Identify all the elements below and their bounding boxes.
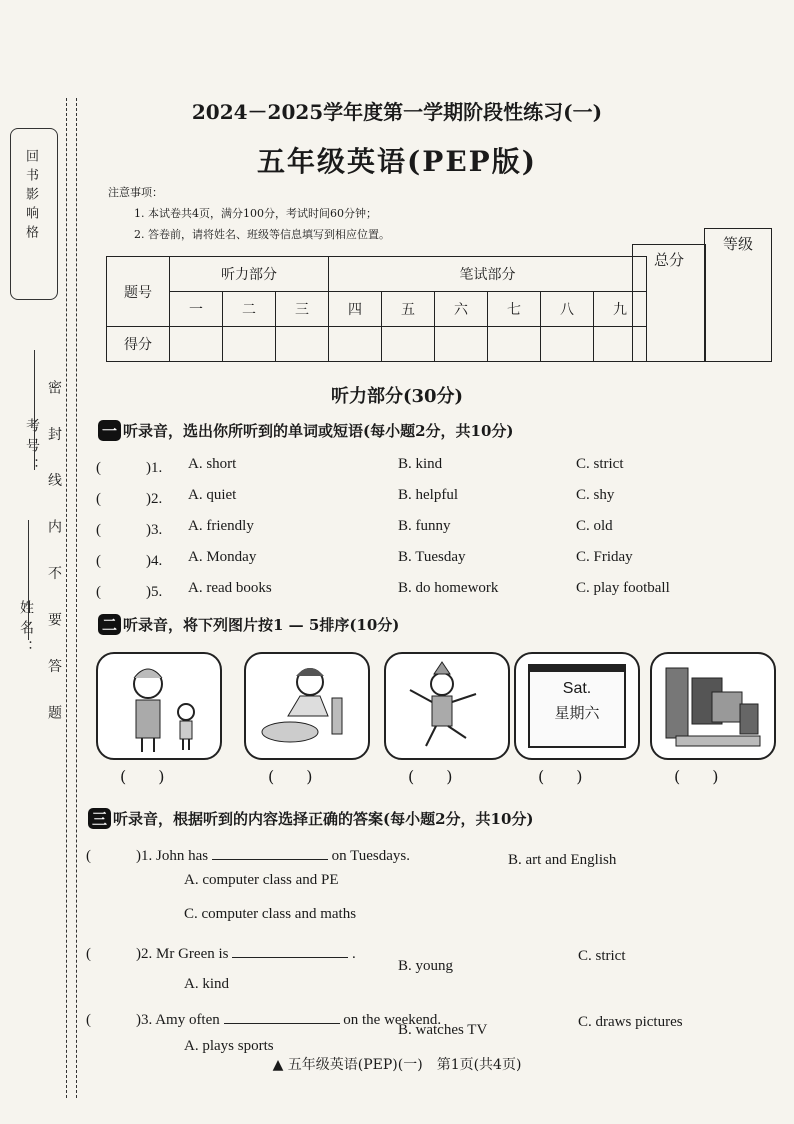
q3-heading xyxy=(88,808,534,829)
score-cell[interactable] xyxy=(382,327,435,362)
picture-answer-paren[interactable]: ( ) xyxy=(538,767,583,786)
q1-option-b: B. funny xyxy=(398,518,451,534)
q1-option-c: C. shy xyxy=(576,487,615,503)
calendar-day-en: Sat. xyxy=(562,680,592,697)
q3-option-a: A. kind xyxy=(184,976,229,992)
kaohao-line xyxy=(34,350,35,470)
picture-grandma-boy xyxy=(96,652,222,760)
q1-option-c: C. strict xyxy=(576,456,624,472)
listening-header: 听力部分 xyxy=(170,257,329,292)
answer-blank[interactable] xyxy=(224,1023,340,1024)
col-header: 六 xyxy=(435,292,488,327)
q2-heading xyxy=(98,614,399,635)
page-footer xyxy=(0,1054,794,1074)
seal-warning: 密 封 线 内 不 要 答 题 xyxy=(46,380,62,734)
col-header: 四 xyxy=(329,292,382,327)
q2-title: 听录音，将下列图片按1 — 5排序(10分) xyxy=(123,616,400,634)
notes-item: 1. 本试卷共4页，满分100分，考试时间60分钟； xyxy=(134,207,377,220)
grade-box[interactable] xyxy=(704,228,772,362)
col-header: 五 xyxy=(382,292,435,327)
margin-box-label: 回书影响格 xyxy=(23,149,38,244)
listening-section-title: 听力部分(30分) xyxy=(330,386,464,407)
q3-stem: Mr Green is xyxy=(156,946,229,962)
total-box[interactable] xyxy=(632,244,706,362)
q1-item[interactable] xyxy=(96,518,162,539)
q3-stem-end: on the weekend. xyxy=(343,1012,442,1028)
q3-option-b: B. watches TV xyxy=(398,1022,488,1038)
score-cell[interactable] xyxy=(329,327,382,362)
q3-num: ( )3. xyxy=(86,1012,153,1028)
calendar-day-cn: 星期六 xyxy=(554,704,600,722)
q2-badge: 二 xyxy=(98,614,121,635)
q1-option-a: A. friendly xyxy=(188,518,254,534)
q1-badge: 一 xyxy=(98,420,121,441)
q1-option-c: C. old xyxy=(576,518,613,534)
q3-item[interactable] xyxy=(86,844,410,865)
q3-item[interactable] xyxy=(86,1008,441,1029)
q1-option-c: C. Friday xyxy=(576,549,633,565)
q1-option-a: A. quiet xyxy=(188,487,237,503)
picture-answer-paren[interactable]: ( ) xyxy=(408,767,453,786)
grade-label: 等级 xyxy=(722,235,753,253)
q3-title: 听录音，根据听到的内容选择正确的答案(每小题2分，共10分) xyxy=(113,810,534,828)
q1-option-b: B. helpful xyxy=(398,487,458,503)
answer-blank[interactable] xyxy=(232,957,348,958)
q1-option-b: B. do homework xyxy=(398,580,499,596)
q3-option-c: C. computer class and maths xyxy=(184,906,357,922)
q1-num: ( )3. xyxy=(96,522,163,538)
q3-option-c: C. draws pictures xyxy=(578,1014,683,1030)
q3-num: ( )1. xyxy=(86,848,153,864)
picture-washing-clothes xyxy=(244,652,370,760)
xingming-label: 姓名： xyxy=(18,600,34,660)
defen-label: 得分 xyxy=(107,327,170,362)
score-cell[interactable] xyxy=(541,327,594,362)
score-cell[interactable] xyxy=(170,327,223,362)
q3-option-c: C. strict xyxy=(578,948,626,964)
q3-option-a: A. computer class and PE xyxy=(184,872,339,888)
col-header: 九 xyxy=(594,292,647,327)
picture-answer-paren[interactable]: ( ) xyxy=(120,767,165,786)
q1-option-a: A. read books xyxy=(188,580,272,596)
q1-num: ( )1. xyxy=(96,460,163,476)
q1-option-a: A. Monday xyxy=(188,549,257,565)
q1-item[interactable] xyxy=(96,487,162,508)
q1-title: 听录音，选出你所听到的单词或短语(每小题2分，共10分) xyxy=(123,422,514,440)
q1-option-c: C. play football xyxy=(576,580,670,596)
q1-item[interactable] xyxy=(96,580,162,601)
kaohao-label: 考号： xyxy=(24,418,40,478)
q1-item[interactable] xyxy=(96,549,162,570)
q1-num: ( )5. xyxy=(96,584,163,600)
score-cell[interactable] xyxy=(435,327,488,362)
q1-num: ( )4. xyxy=(96,553,163,569)
q3-stem-end: . xyxy=(351,946,356,962)
col-header: 一 xyxy=(170,292,223,327)
picture-clown xyxy=(384,652,510,760)
col-header: 二 xyxy=(223,292,276,327)
writing-header: 笔试部分 xyxy=(329,257,647,292)
notes-heading: 注意事项： xyxy=(108,186,163,199)
footer-text: 五年级英语(PEP)(一) 第1页(共4页) xyxy=(287,1057,522,1073)
score-table xyxy=(106,256,647,362)
xingming-line xyxy=(28,520,29,640)
exam-title: 2024－2025学年度第一学期阶段性练习(一) xyxy=(191,100,603,124)
picture-answer-paren[interactable]: ( ) xyxy=(674,767,719,786)
picture-school-supplies xyxy=(650,652,776,760)
q3-badge: 三 xyxy=(88,808,111,829)
q1-heading xyxy=(98,420,514,441)
q3-stem: John has xyxy=(156,848,209,864)
q1-option-b: B. Tuesday xyxy=(398,549,466,565)
q3-stem-end: on Tuesdays. xyxy=(331,848,410,864)
score-cell[interactable] xyxy=(223,327,276,362)
subject-title: 五年级英语(PEP版) xyxy=(257,145,537,178)
q3-item[interactable] xyxy=(86,942,356,963)
q3-option-b: B. young xyxy=(398,958,454,974)
score-cell[interactable] xyxy=(276,327,329,362)
q1-option-b: B. kind xyxy=(398,456,443,472)
q1-num: ( )2. xyxy=(96,491,163,507)
col-header: 七 xyxy=(488,292,541,327)
picture-calendar-saturday xyxy=(514,652,640,760)
q1-item[interactable] xyxy=(96,456,162,477)
q3-num: ( )2. xyxy=(86,946,153,962)
q1-option-a: A. short xyxy=(188,456,237,472)
tihao-label: 题号 xyxy=(107,257,170,327)
notes-block xyxy=(108,182,390,245)
q3-option-b: B. art and English xyxy=(508,852,617,868)
answer-blank[interactable] xyxy=(212,859,328,860)
q3-stem: Amy often xyxy=(155,1012,220,1028)
calendar-icon xyxy=(528,664,626,748)
col-header: 三 xyxy=(276,292,329,327)
triangle-icon: ▲ xyxy=(272,1057,288,1073)
q3-option-a: A. plays sports xyxy=(184,1038,274,1054)
picture-answer-paren[interactable]: ( ) xyxy=(268,767,313,786)
col-header: 八 xyxy=(541,292,594,327)
notes-item: 2. 答卷前，请将姓名、班级等信息填写到相应位置。 xyxy=(134,228,390,241)
score-cell[interactable] xyxy=(488,327,541,362)
total-label: 总分 xyxy=(653,251,684,269)
